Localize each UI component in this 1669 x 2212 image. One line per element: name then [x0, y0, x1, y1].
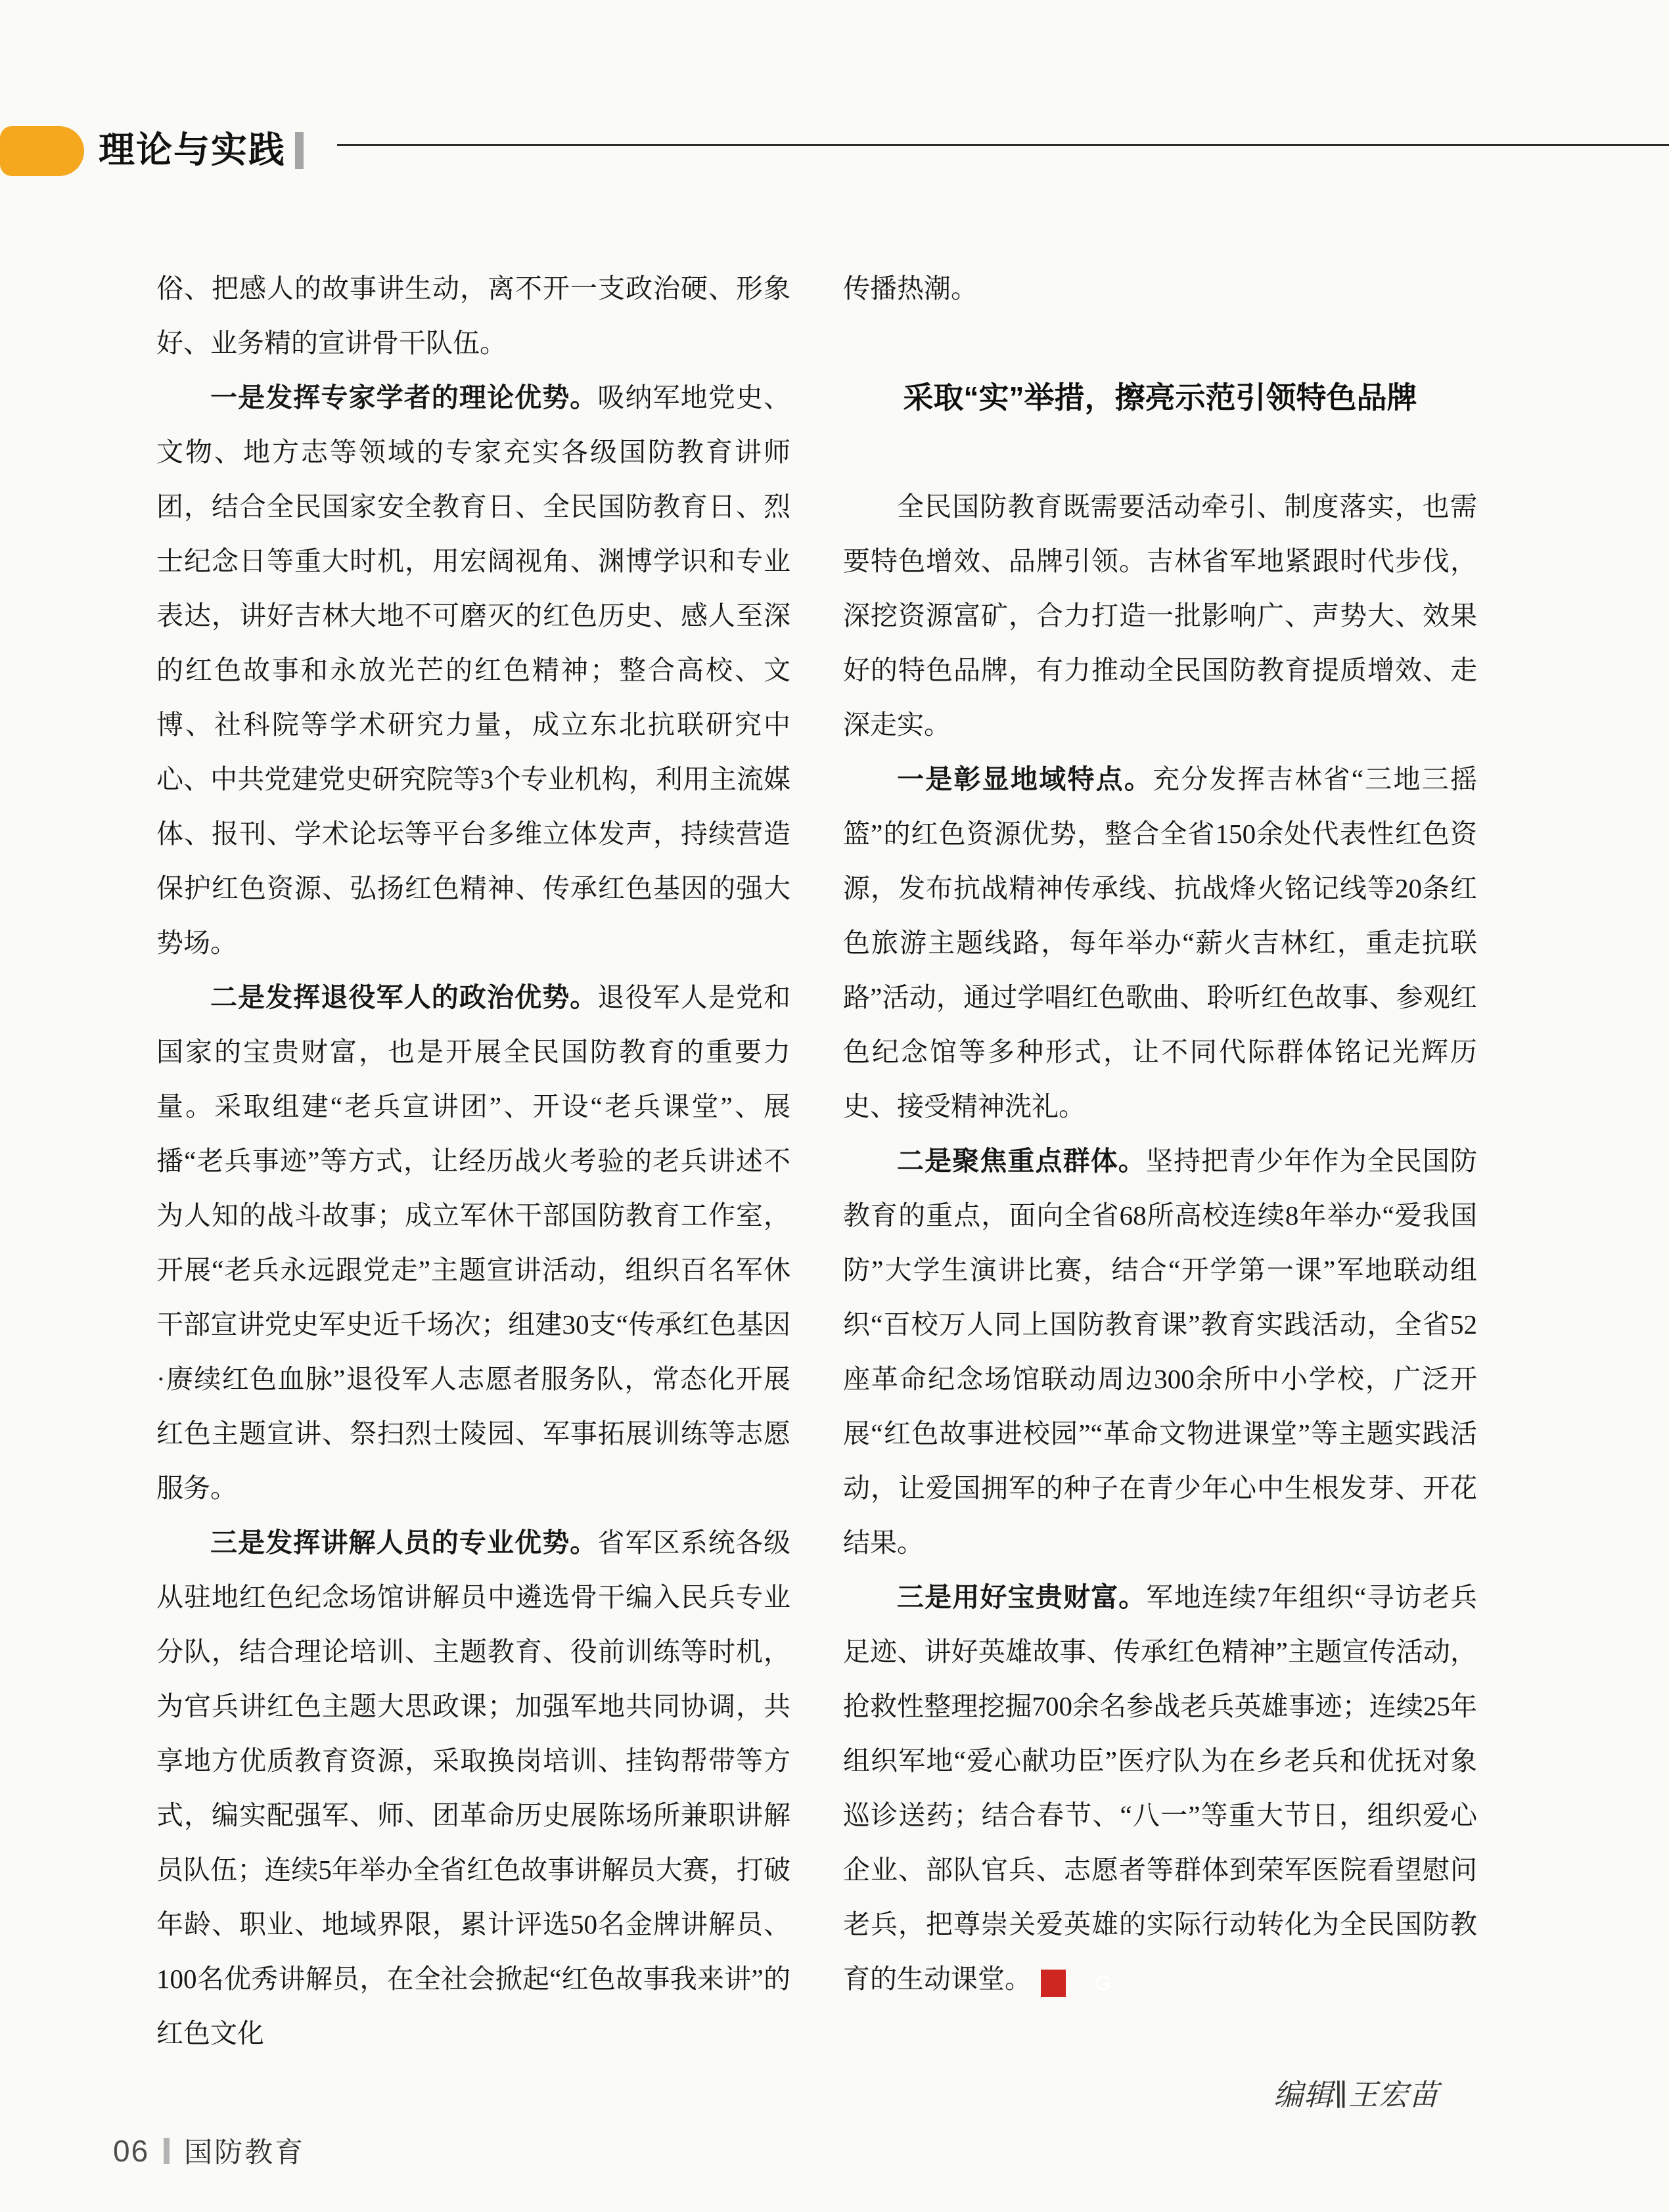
right-column	[843, 261, 1477, 2006]
paragraph-text: 退役军人是党和国家的宝贵财富，也是开展全民国防教育的重要力量。采取组建“老兵宣讲团”、开设“老兵课堂”、展播“老兵事迹”等方式，让经历战火考验的老兵讲述不为人知的战斗故事；成立军休干部国防教育工作室，开展“老兵永远跟党走”主题宣讲活动，组织百名军休干部宣讲党史军史近千场次；组建30支“传承红色基因·赓续红色血脉”退役军人志愿者服务队，常态化开展红色主题宣讲、祭扫烈士陵园、军事拓展训练等志愿服务。	[156, 982, 791, 1503]
paragraph-lead: 二是聚焦重点群体。	[897, 1146, 1146, 1176]
paragraph-text: 军地连续7年组织“寻访老兵足迹、讲好英雄故事、传承红色精神”主题宣传活动，抢救性整理挖掘700余名参战老兵英雄事迹；连续25年组织军地“爱心献功臣”医疗队为在乡老兵和优抚对象巡诊送药；结合春节、“八一”等重大节日，组织爱心企业、部队官兵、志愿者等群体到荣军医院看望慰问老兵，把尊崇关爱英雄的实际行动转化为全民国防教育的生动课堂。	[843, 1582, 1478, 1994]
paragraph-lead: 一是发挥专家学者的理论优势。	[210, 382, 598, 413]
continuation-paragraph	[843, 261, 1477, 316]
magazine-end-mark: G	[1041, 1970, 1066, 1997]
paragraph-text: 充分发挥吉林省“三地三摇篮”的红色资源优势，整合全省150余处代表性红色资源，发布抗战精神传承线、抗战烽火铭记线等20条红色旅游主题线路，每年举办“薪火吉林红，重走抗联路”活动，通过学唱红色歌曲、聆听红色故事、参观红色纪念馆等多种形式，让不同代际群体铭记光辉历史、接受精神洗礼。	[843, 764, 1478, 1121]
paragraph	[156, 970, 790, 1516]
paragraph	[156, 1516, 790, 2061]
page-number: 06	[113, 2133, 150, 2168]
paragraph	[843, 752, 1477, 1134]
section-title: 理论与实践	[99, 129, 286, 170]
left-column	[156, 261, 790, 2061]
editor-credit: 编辑∥王宏苗	[1273, 2079, 1439, 2111]
paragraph-text: 全民国防教育既需要活动牵引、制度落实，也需要特色增效、品牌引领。吉林省军地紧跟时代步伐，深挖资源富矿，合力打造一批影响广、声势大、效果好的特色品牌，有力推动全民国防教育提质增效、走深走实。	[843, 491, 1477, 740]
paragraph-text: 传播热潮。	[843, 273, 978, 304]
paragraph-lead: 三是用好宝贵财富。	[897, 1582, 1147, 1612]
header-divider-bar	[295, 132, 304, 169]
paragraph-text: 吸纳军地党史、文物、地方志等领域的专家充实各级国防教育讲师团，结合全民国家安全教育日、全民国防教育日、烈士纪念日等重大时机，用宏阔视角、渊博学识和专业表达，讲好吉林大地不可磨灭的红色历史、感人至深的红色故事和永放光芒的红色精神；整合高校、文博、社科院等学术研究力量，成立东北抗联研究中心、中共党建党史研究院等3个专业机构，利用主流媒体、报刊、学术论坛等平台多维立体发声，持续营造保护红色资源、弘扬红色精神、传承红色基因的强大势场。	[156, 382, 791, 958]
paragraph-lead: 三是发挥讲解人员的专业优势。	[210, 1527, 598, 1558]
paragraph-text: 俗、把感人的故事讲生动，离不开一支政治硬、形象好、业务精的宣讲骨干队伍。	[156, 273, 790, 358]
paragraph	[156, 371, 790, 970]
section-tab-accent	[0, 126, 84, 176]
footer-section-label: 国防教育	[184, 2137, 306, 2169]
paragraph-lead: 二是发挥退役军人的政治优势。	[210, 982, 598, 1012]
paragraph	[843, 1134, 1477, 1570]
paragraph	[843, 1570, 1477, 2006]
paragraph	[156, 261, 790, 371]
footer	[113, 2131, 305, 2171]
paragraph	[843, 480, 1477, 752]
paragraph-text: 省军区系统各级从驻地红色纪念场馆讲解员中遴选骨干编入民兵专业分队，结合理论培训、主题教育、役前训练等时机，为官兵讲红色主题大思政课；加强军地共同协调，共享地方优质教育资源，采取换岗培训、挂钩帮带等方式，编实配强军、师、团革命历史展陈场所兼职讲解员队伍；连续5年举办全省红色故事讲解员大赛，打破年龄、职业、地域界限，累计评选50名金牌讲解员、100名优秀讲解员，在全社会掀起“红色故事我来讲”的红色文化	[156, 1527, 791, 2048]
paragraph-text: 坚持把青少年作为全民国防教育的重点，面向全省68所高校连续8年举办“爱我国防”大学生演讲比赛，结合“开学第一课”军地联动组织“百校万人同上国防教育课”教育实践活动，全省52座革命纪念场馆联动周边300余所中小学校，广泛开展“红色故事进校园”“革命文物进课堂”等主题实践活动，让爱国拥军的种子在青少年心中生根发芽、开花结果。	[843, 1146, 1478, 1558]
header-rule	[337, 144, 1669, 146]
section-heading: 采取“实”举措，擦亮示范引领特色品牌	[903, 380, 1417, 415]
paragraph-lead: 一是彰显地域特点。	[897, 764, 1153, 794]
footer-divider-bar	[164, 2138, 170, 2164]
